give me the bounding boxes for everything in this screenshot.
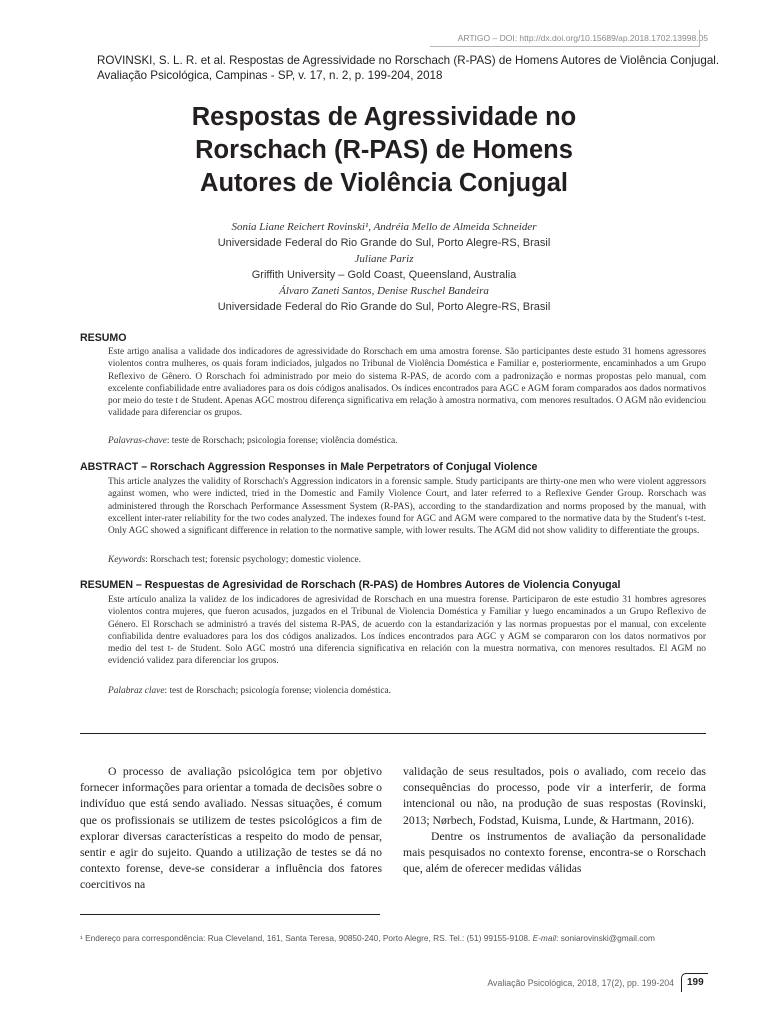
resumen-keywords-label: Palabraz clave xyxy=(108,686,165,696)
body-column-left: O processo de avaliação psicológica tem por objetivo fornecer informações para orientar a tomada de decisões sobre o indivíduo que está sendo avaliado. Nessas situações, é comum que os profissionais se utilizem de testes psicológicos a fim de explorar diversas características a respeito do modo de pensar, sentir e agir do sujeito. Quando a utilização de testes se dá no contexto forense, deve-se considerar a influência dos fatores coercitivos na xyxy=(80,765,382,892)
article-title xyxy=(80,101,688,200)
doi-line: ARTIGO – DOI: http://dx.doi.org/10.15689/ap.2018.1702.13998.05 xyxy=(457,33,708,43)
authors-line-1: Sonia Liane Reichert Rovinski¹, Andréia Mello de Almeida Schneider xyxy=(231,221,537,233)
resumo-keywords-text: : teste de Rorschach; psicologia forense; violência doméstica. xyxy=(166,436,398,446)
affiliation-3: Universidade Federal do Rio Grande do Sul, Porto Alegre-RS, Brasil xyxy=(217,301,551,313)
title-line-1: Respostas de Agressividade no xyxy=(191,103,577,131)
resumen-body: Este artículo analiza la validez de los indicadores de agresividad de Rorschach en una muestra forense. Participaron de este estudio 31 hombres agresores violentos contra mujeres, que fueron acusados, juzgados en el Tribunal de Violencia Doméstica y Familiar y luego encaminados a un Grupo Reflexivo de Género. El Rorschach se administró a través del sistema R-PAS, de acuerdo con la estandarización y las normas propuestas por el manual, con excelente confiabilida dentre evaluadores para los dos códigos analizados. Los índices encontrados para AGC y AGM se compararon con los datos normativos por medio del test t- de Student. Solo AGC mostró una diferencia significativa en relación con la muestra normativa, con menores resultados. El AGM no evidenció validez para diferenciar los grupos. xyxy=(108,595,706,667)
footnote-rule xyxy=(80,914,380,915)
abstract-heading: ABSTRACT – Rorschach Aggression Responses in Male Perpetrators of Conjugal Violence xyxy=(80,461,538,473)
footnote-email: : soniarovinski@gmail.com xyxy=(556,933,655,943)
citation-line-2: Avaliação Psicológica, Campinas - SP, v. 17, n. 2, p. 199-204, 2018 xyxy=(97,68,443,82)
resumen-keywords xyxy=(108,686,706,696)
footnote xyxy=(80,933,720,943)
resumo-heading: RESUMO xyxy=(80,332,127,344)
abstract-keywords-text: : Rorschach test; forensic psychology; domestic violence. xyxy=(145,555,361,565)
footer-journal: Avaliação Psicológica, 2018, 17(2), pp. 199-204 xyxy=(487,978,674,988)
body-column-right xyxy=(403,764,706,877)
abstract-body: This article analyzes the validity of Rorschach's Aggression indicators in a forensic sample. Study participants are thirty-one men who were violent aggressors against women, who were indicted, tried in the Domestic and Family Violence Court, and later referred to a Reflexive Gender Group. Rorschach was administered through the Rorschach Performance Assessment System (R-PAS), according to the standardization and norms proposed by the manual, with excellent inter-rater reliability for the two codes analyzed. The indexes found for AGC and AGM were compared to the normative data by the Student's t-test. Only AGC showed a significant difference in relation to the normative sample, with lower results. The AGM did not show validity to differentiate the groups. xyxy=(108,477,706,537)
body-paragraph: Dentre os instrumentos de avaliação da personalidade mais pesquisados no contexto forense, encontra-se o Rorschach que, além de oferecer medidas válidas xyxy=(403,829,706,876)
footnote-email-label: E-mail xyxy=(532,933,557,943)
citation-line-1: ROVINSKI, S. L. R. et al. Respostas de Agressividade no Rorschach (R-PAS) de Homens Autores de Violência Conjugal. xyxy=(97,54,720,67)
title-line-2: Rorschach (R-PAS) de Homens xyxy=(195,136,573,164)
title-line-3: Autores de Violência Conjugal xyxy=(200,169,568,197)
citation xyxy=(97,54,737,83)
resumen-heading: RESUMEN – Respuestas de Agresividad de Rorschach (R-PAS) de Hombres Autores de Violencia Conyugal xyxy=(80,579,621,591)
body-paragraph: validação de seus resultados, pois o avaliado, com receio das consequências do processo, pode vir a interferir, de forma intencional ou não, na produção de suas respostas (Rovinski, 2013; Nørbech, Fodstad, Kuisma, Lunde, & Hartmann, 2016). xyxy=(403,765,706,827)
resumo-keywords-label: Palavras-chave xyxy=(108,436,167,446)
resumo-keywords xyxy=(108,436,706,446)
resumo-body: Este artigo analisa a validade dos indicadores de agressividade do Rorschach em uma amostra forense. São participantes deste estudo 31 homens agressores violentos contra mulheres, os quais foram indiciados, julgados no Tribunal de Violência Doméstica e Familiar e, posteriormente, encaminhados a um Grupo Reflexivo de Gênero. O Rorschach foi administrado por meio do sistema R-PAS, de acordo com a padronização e normas propostas pelo manual, com excelente confiabilidade entre avaliadores para os dois códigos analisados. Os índices encontrados para AGC e AGM foram comparados aos dados normativos por meio do teste t de Student. Apenas AGC mostrou diferença significativa em relação à amostra normativa, com menores resultados. O AGM não evidenciou validade para diferenciar os grupos. xyxy=(108,347,706,419)
header-rule xyxy=(430,46,700,47)
section-separator xyxy=(80,733,706,734)
header-rule-tick xyxy=(699,30,700,47)
page-number: 199 xyxy=(687,977,704,988)
abstract-keywords-label: Keywords xyxy=(108,555,146,565)
affiliation-2: Griffith University – Gold Coast, Queensland, Australia xyxy=(251,269,517,281)
authors-line-2: Juliane Pariz xyxy=(354,253,414,265)
footnote-text: ¹ Endereço para correspondência: Rua Cleveland, 161, Santa Teresa, 90850-240, Porto Alegre, RS. Tel.: (51) 99155-9108. xyxy=(80,933,533,943)
resumen-keywords-text: : test de Rorschach; psicología forense; violencia doméstica. xyxy=(164,686,391,696)
abstract-keywords xyxy=(108,555,706,565)
affiliation-1: Universidade Federal do Rio Grande do Sul, Porto Alegre-RS, Brasil xyxy=(217,237,551,249)
authors-line-3: Álvaro Zaneti Santos, Denise Ruschel Bandeira xyxy=(279,285,489,297)
